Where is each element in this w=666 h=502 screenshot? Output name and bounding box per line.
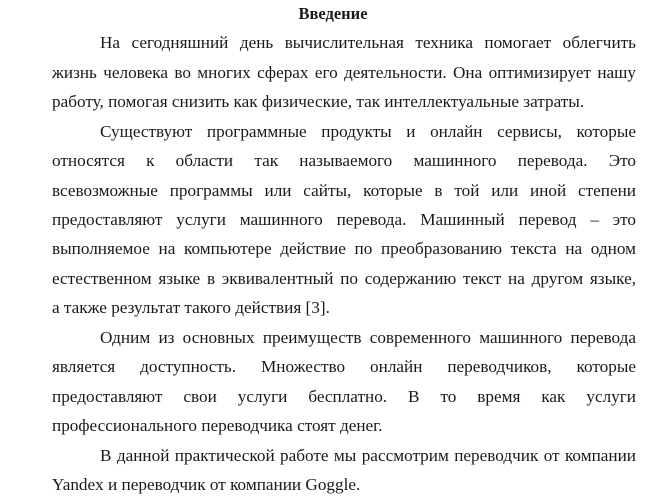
paragraph-3-line-1: Одним из основных преимуществ современного машинного перевода	[100, 328, 636, 347]
paragraph-2-line-4: предоставляют услуги машинного перевода. Машинный перевод – это	[52, 210, 636, 229]
paragraph-2-line-5: выполняемое на компьютере действие по преобразованию текста на одном	[52, 239, 636, 258]
paragraph-2-line-1: Существуют программные продукты и онлайн сервисы, которые	[100, 122, 636, 141]
paragraph-1-line-2: жизнь человека во многих сферах его деятельности. Она оптимизирует нашу	[52, 63, 636, 82]
paragraph-3-line-3: предоставляют свои услуги бесплатно. В то время как услуги	[52, 387, 636, 406]
paragraph-2-line-3: всевозможные программы или сайты, которые в той или иной степени	[52, 181, 636, 200]
paragraph-1-line-3: работу, помогая снизить как физические, так интеллектуальные затраты.	[52, 92, 585, 111]
paragraph-2-line-2: относятся к области так называемого машинного перевода. Это	[52, 151, 636, 170]
paragraph-2-line-6: естественном языке в эквивалентный по содержанию текст на другом языке,	[52, 269, 636, 288]
paragraph-2-line-7: а также результат такого действия [3].	[52, 298, 330, 317]
paragraph-3-line-4: профессионального переводчика стоят денег.	[52, 416, 383, 435]
document-title: Введение	[298, 4, 368, 23]
paragraph-4-line-1: В данной практической работе мы рассмотрим переводчик от компании	[100, 446, 636, 465]
paragraph-1-line-1: На сегодняшний день вычислительная техника помогает облегчить	[100, 33, 636, 52]
paragraph-4-line-2: Yandex и переводчик от компании Goggle.	[52, 475, 361, 494]
paragraph-3-line-2: является доступность. Множество онлайн переводчиков, которые	[52, 357, 636, 376]
